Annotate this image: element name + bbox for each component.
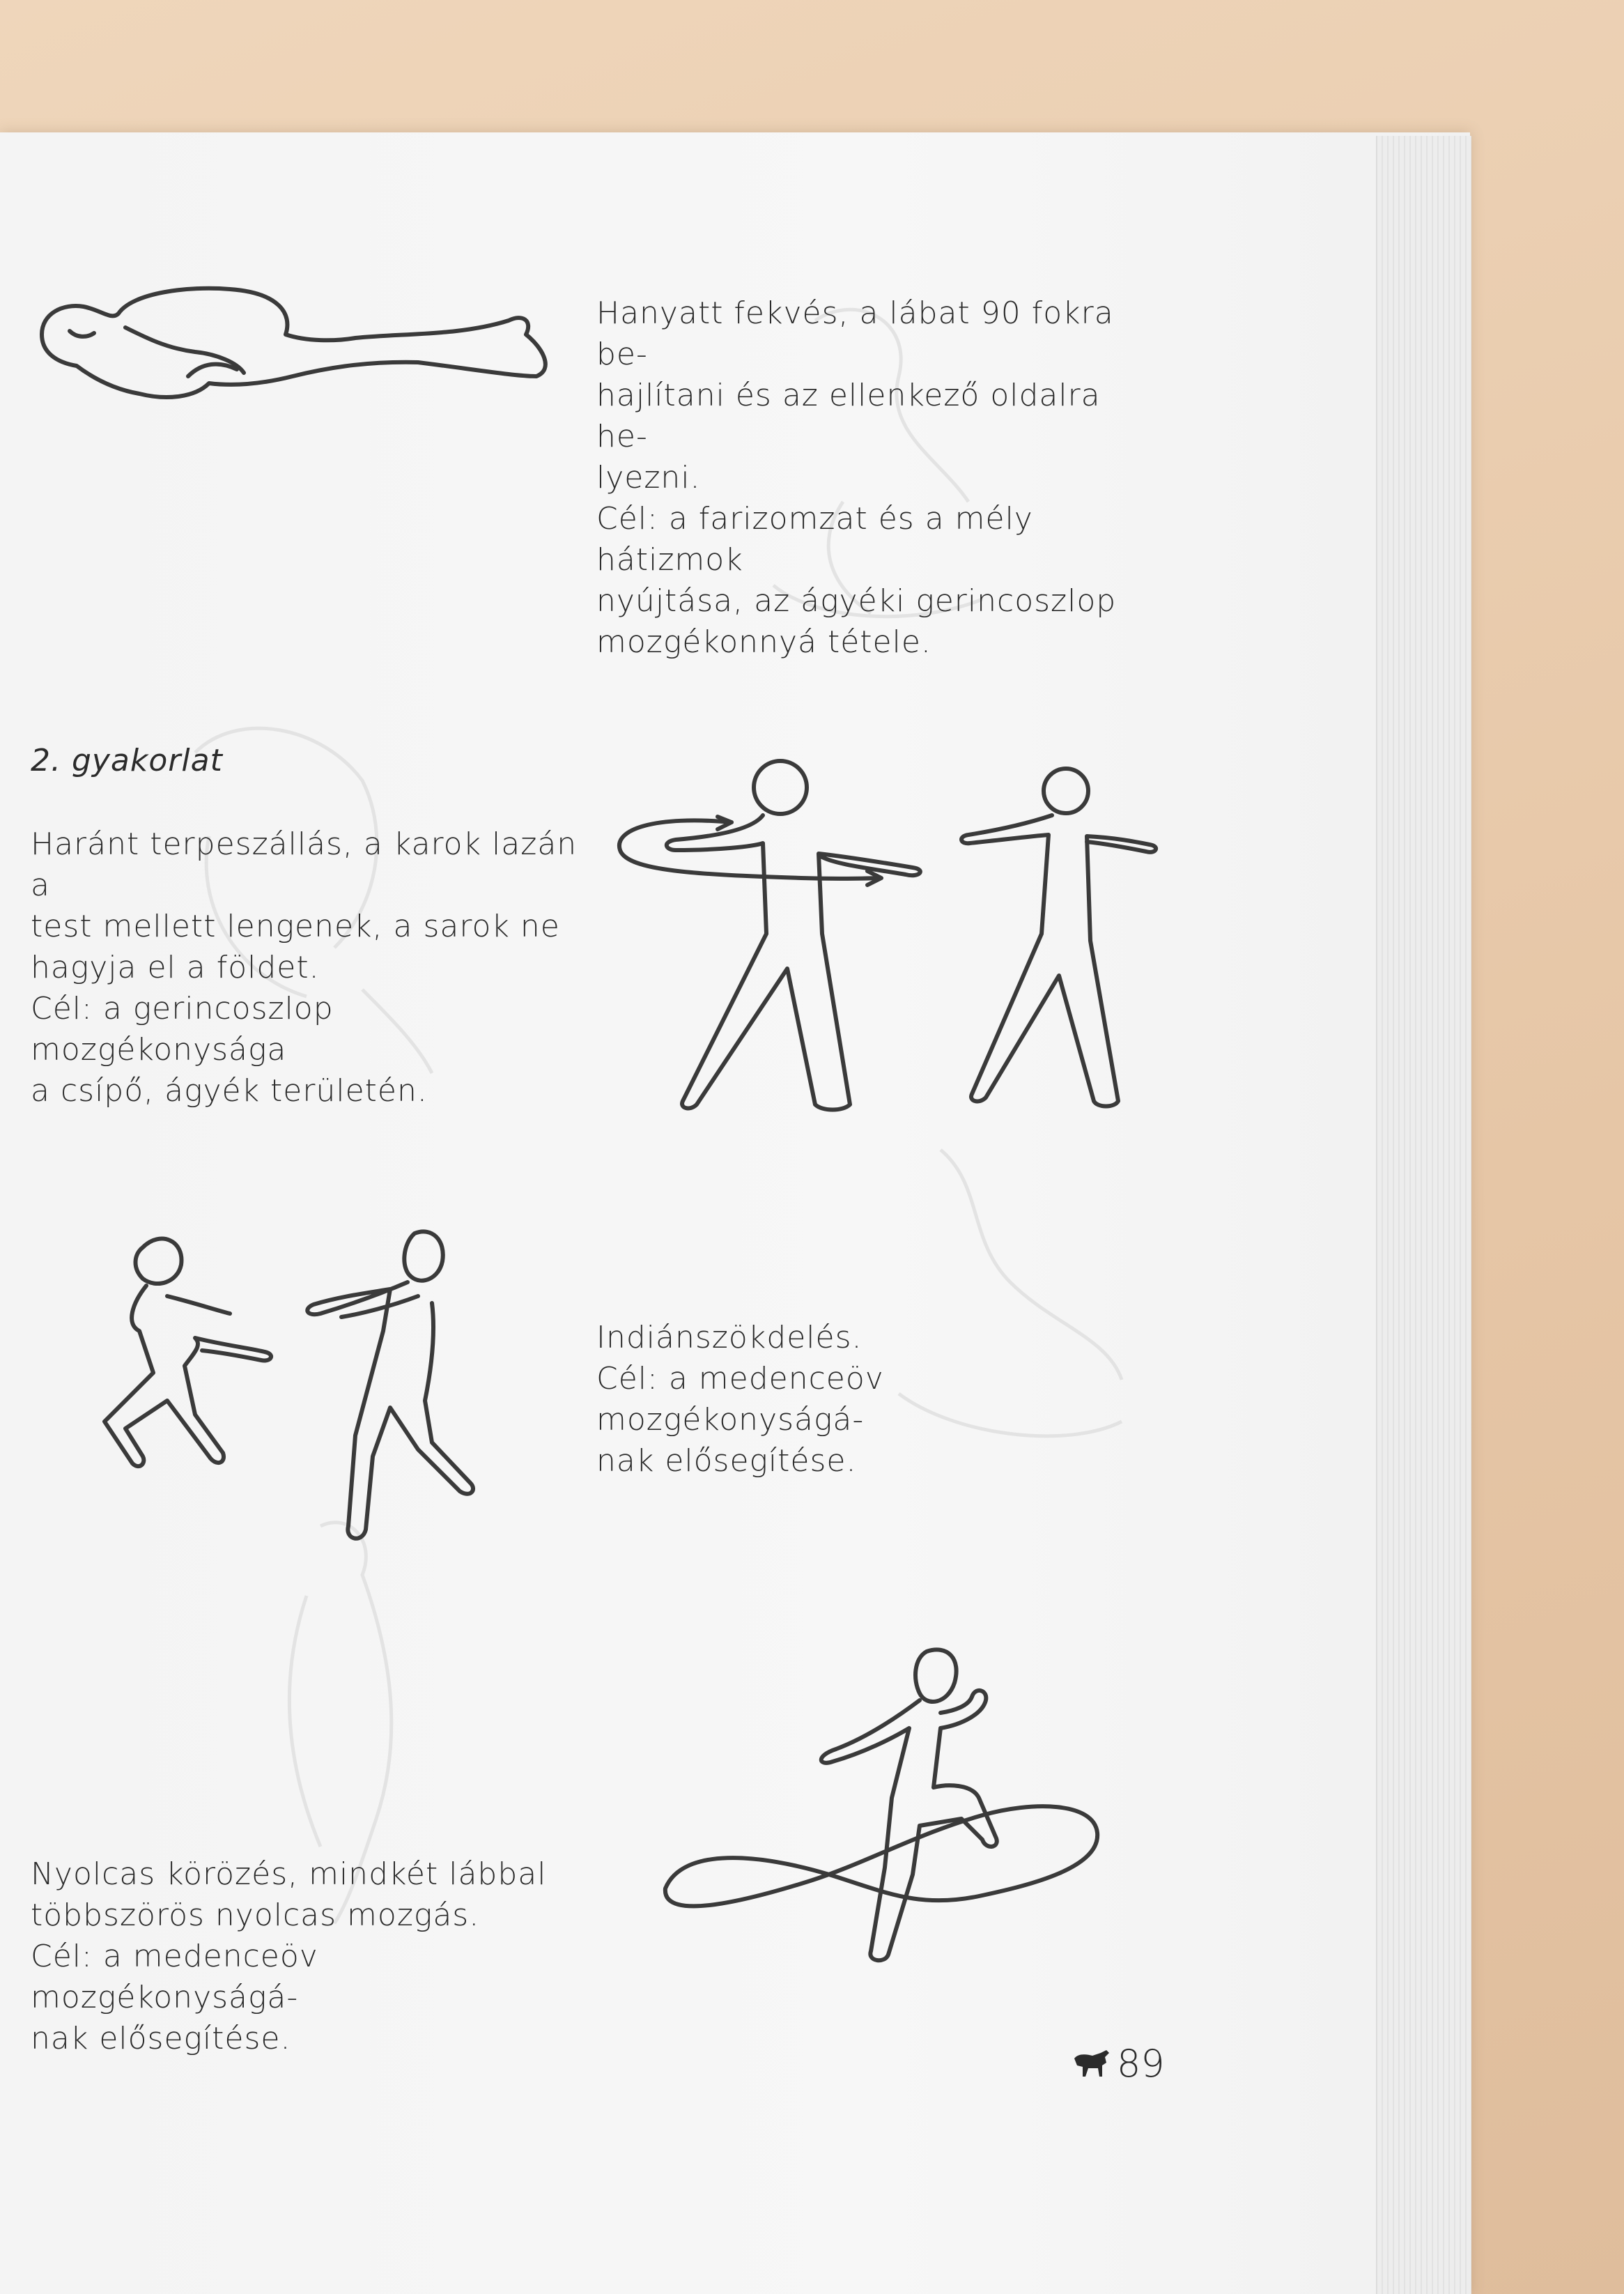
exercise-2-heading: 2. gyakorlat [31, 743, 223, 778]
text-line: nyújtása, az ágyéki gerincoszlop [596, 583, 1117, 619]
text-line: nak elősegítése. [596, 1443, 857, 1479]
text-line: Haránt terpeszállás, a karok lazán a [31, 826, 578, 903]
exercise-4-description [31, 1854, 595, 2059]
jumping-figures-illustration [91, 1226, 523, 1575]
text-line: nak elősegítése. [31, 2021, 291, 2056]
text-line: Nyolcas körözés, mindkét lábbal [31, 1856, 547, 1892]
exercise-2-description [31, 824, 595, 1111]
horse-icon [1072, 2049, 1113, 2082]
page-number: 89 [1117, 2042, 1165, 2086]
text-line: hajlítani és az ellenkező oldalra he- [596, 378, 1101, 454]
standing-figures-illustration [613, 753, 1170, 1122]
exercise-1-description [596, 293, 1154, 663]
page-stack-edge [1376, 136, 1471, 2294]
figure-eight-illustration [655, 1645, 1115, 2007]
text-line: Hanyatt fekvés, a lábat 90 fokra be- [596, 295, 1114, 372]
lying-figure-illustration [28, 272, 557, 411]
text-line: Cél: a medenceöv mozgékonyságá- [596, 1361, 884, 1438]
text-line: a csípő, ágyék területén. [31, 1073, 428, 1109]
text-line: test mellett lengenek, a sarok ne [31, 909, 560, 944]
text-line: mozgékonnyá tétele. [596, 624, 931, 660]
text-line: hagyja el a földet. [31, 950, 320, 985]
text-line: lyezni. [596, 460, 701, 495]
exercise-3-description [596, 1317, 1154, 1481]
text-line: Cél: a medenceöv mozgékonyságá- [31, 1939, 318, 2015]
text-line: többszörös nyolcas mozgás. [31, 1897, 480, 1933]
text-line: Indiánszökdelés. [596, 1320, 863, 1355]
text-line: Cél: a farizomzat és a mély hátizmok [596, 501, 1033, 578]
text-line: Cél: a gerincoszlop mozgékonysága [31, 991, 334, 1068]
